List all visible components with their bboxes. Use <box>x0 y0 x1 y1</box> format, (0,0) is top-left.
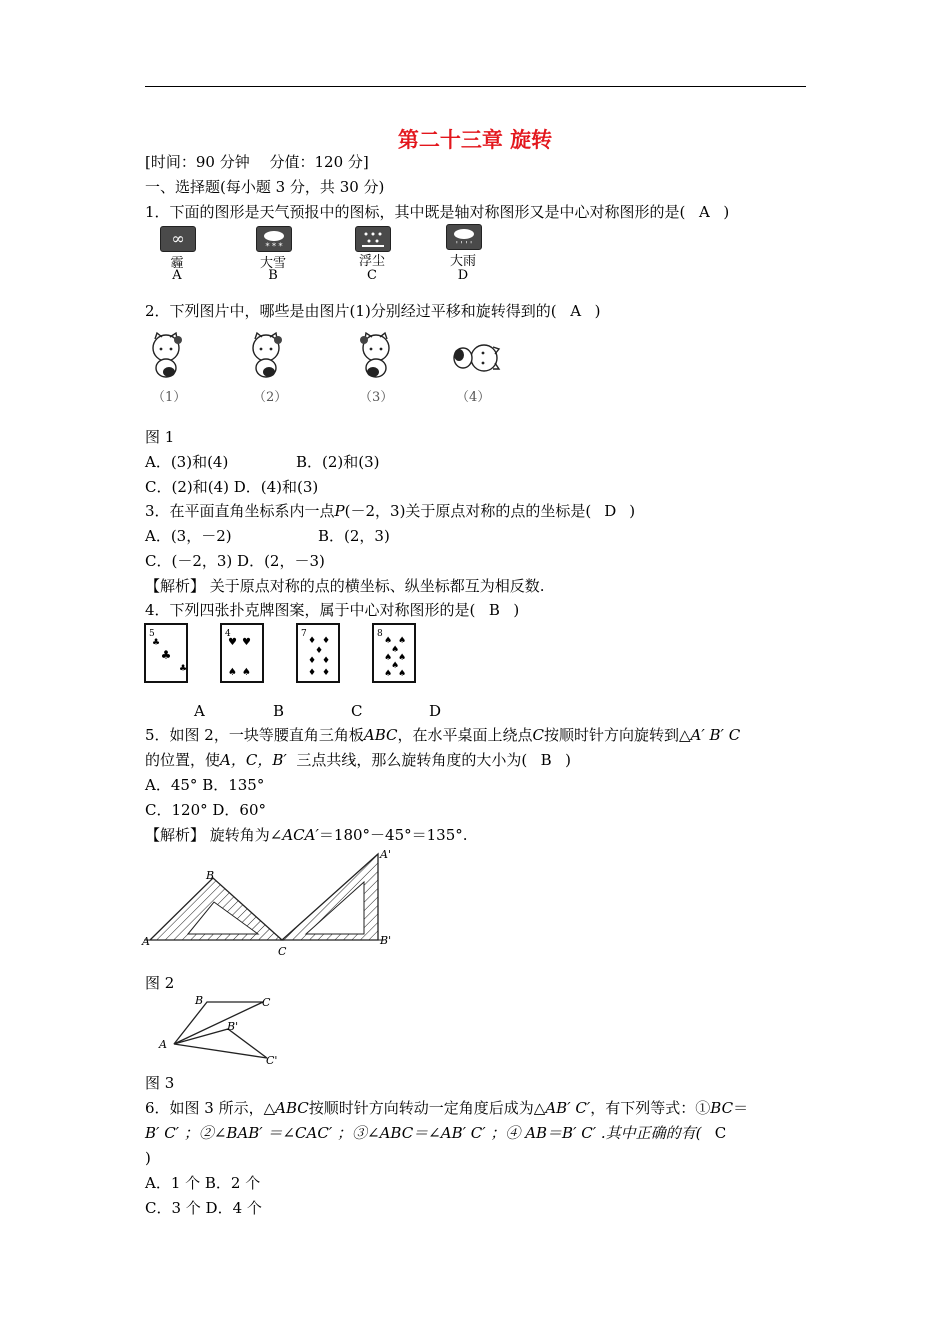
option-letter-a: A <box>172 268 182 283</box>
svg-text:7: 7 <box>301 629 307 639</box>
question-3: 3．在平面直角坐标系内一点P(－2，3)关于原点对称的点的坐标是( D ) <box>145 502 636 520</box>
q5-options-cd: C．120° D．60° <box>145 801 266 819</box>
fig3-caption: 图 3 <box>145 1074 175 1092</box>
answer-3: D <box>604 502 617 520</box>
svg-text:♠: ♠ <box>242 667 251 678</box>
svg-text:♦: ♦ <box>322 636 331 646</box>
q6-options-cd: C．3 个 D．4 个 <box>145 1199 262 1217</box>
q2-option-b: B．(2)和(3) <box>296 453 380 471</box>
answer-1: A <box>698 203 710 221</box>
fig-label-1: （1） <box>152 390 187 405</box>
figure-2-triangles <box>140 846 400 958</box>
label-a-prime: A' <box>380 848 391 861</box>
svg-text:♠: ♠ <box>398 669 407 679</box>
svg-text:♠: ♠ <box>384 669 393 679</box>
q6-options-ab: A．1 个 B．2 个 <box>145 1174 261 1192</box>
answer-4: B <box>488 601 500 619</box>
svg-text:♦: ♦ <box>322 656 331 666</box>
svg-text:5: 5 <box>149 629 155 639</box>
option-letter-b: B <box>268 268 278 283</box>
question-4: 4．下列四张扑克牌图案，属于中心对称图形的是( B ) <box>145 601 520 619</box>
answer-6: C <box>714 1124 727 1142</box>
svg-text:♦: ♦ <box>308 636 317 646</box>
option-letter-d: D <box>457 268 469 283</box>
card-four-hearts-spades <box>220 623 264 683</box>
icon-label-a: 霾 <box>170 256 184 271</box>
q5-options-ab: A．45° B．135° <box>145 776 265 794</box>
q3-option-b: B．(2，3) <box>318 527 390 545</box>
icon-label-d: 大雨 <box>449 254 476 269</box>
svg-text:♠: ♠ <box>384 636 393 646</box>
card-letter-a: A <box>194 702 205 720</box>
fig2-caption: 图 2 <box>145 974 175 992</box>
kitty-figure-2 <box>246 332 290 380</box>
question-2: 2．下列图片中，哪些是由图片(1)分别经过平移和旋转得到的( A ) <box>145 302 601 320</box>
option-letter-c: C <box>367 268 377 283</box>
card-letter-b: B <box>273 702 285 720</box>
q3-option-a: A．(3，－2) <box>145 527 232 545</box>
exam-meta: [时间：90 分钟 分值：120 分] <box>145 153 369 171</box>
card-letter-c: C <box>351 702 363 720</box>
icon-label-b: 大雪 <box>259 256 286 271</box>
fig-label-2: （2） <box>253 390 288 405</box>
svg-text:8: 8 <box>377 629 383 639</box>
infinity-icon <box>160 226 196 252</box>
kitty-figure-3 <box>352 332 396 380</box>
label-c: C <box>278 945 287 958</box>
svg-text:♥: ♥ <box>242 637 251 648</box>
card-five-clubs <box>144 623 188 683</box>
card-letter-d: D <box>429 702 442 720</box>
svg-text:♣: ♣ <box>152 638 161 648</box>
question-5-line-1: 5．如图 2，一块等腰直角三角板ABC，在水平桌面上绕点C按顺时针方向旋转到△A′ B′ C <box>145 726 741 744</box>
svg-text:∞: ∞ <box>171 229 185 248</box>
svg-text:4: 4 <box>225 629 231 639</box>
svg-text:♥: ♥ <box>228 637 237 648</box>
q2-option-a: A．(3)和(4) <box>145 453 229 471</box>
page-title: 第二十三章 旋转 <box>397 128 553 152</box>
svg-text:♦: ♦ <box>322 668 331 678</box>
label-b-prime: B' <box>380 934 392 947</box>
fig3-label-c-prime: C' <box>266 1054 278 1067</box>
section-heading: 一、选择题(每小题 3 分，共 30 分) <box>145 178 385 196</box>
svg-text:♠: ♠ <box>398 653 407 663</box>
q3-analysis: 【解析】 关于原点对称的点的横坐标、纵坐标都互为相反数. <box>145 577 545 595</box>
header-rule <box>145 86 806 87</box>
kitty-figure-1 <box>146 332 190 380</box>
kitty-figure-4 <box>448 336 504 384</box>
fig-label-4: （4） <box>456 390 491 405</box>
svg-text:♠: ♠ <box>384 653 393 663</box>
card-seven-diamonds <box>296 623 340 683</box>
svg-text:♦: ♦ <box>308 668 317 678</box>
rain-cloud-icon <box>446 224 482 250</box>
answer-2: A <box>570 302 582 320</box>
dust-icon <box>355 226 391 252</box>
svg-text:♦: ♦ <box>308 656 317 666</box>
fig-label-3: （3） <box>359 390 394 405</box>
label-a: A <box>142 935 150 948</box>
fig3-label-a: A <box>159 1038 167 1051</box>
question-1: 1．下面的图形是天气预报中的图标，其中既是轴对称图形又是中心对称图形的是( A ) <box>145 203 730 221</box>
q2-options-cd: C．(2)和(4) D．(4)和(3) <box>145 478 319 496</box>
svg-text:♦: ♦ <box>315 646 324 656</box>
svg-text:♠: ♠ <box>228 667 237 678</box>
question-5-line-2: 的位置，使A，C，B′ 三点共线，那么旋转角度的大小为( B ) <box>145 751 572 769</box>
fig1-caption: 图 1 <box>145 428 175 446</box>
fig3-label-b-prime: B' <box>227 1020 239 1033</box>
svg-text:♣: ♣ <box>160 648 172 662</box>
question-6-line-1: 6．如图 3 所示，△ABC按顺时针方向转动一定角度后成为△AB′ C′，有下列等式：①BC＝ <box>145 1099 749 1117</box>
q5-analysis: 【解析】 旋转角为∠ACA′＝180°－45°＝135°. <box>145 826 468 844</box>
figure-3-rotation <box>155 992 295 1068</box>
label-b: B <box>206 869 215 882</box>
snow-cloud-icon <box>256 226 292 252</box>
svg-text:♣: ♣ <box>179 664 188 674</box>
question-6-line-3: ) <box>145 1149 151 1167</box>
card-eight-spades <box>372 623 416 683</box>
svg-text:♠: ♠ <box>391 661 400 671</box>
fig3-label-c: C <box>262 996 271 1009</box>
svg-text:♠: ♠ <box>398 636 407 646</box>
fig3-label-b: B <box>195 994 204 1007</box>
svg-text:* * *: * * * <box>265 242 283 251</box>
icon-label-c: 浮尘 <box>358 254 385 269</box>
answer-5: B <box>540 751 552 769</box>
svg-text:♠: ♠ <box>391 645 400 655</box>
question-6-line-2: B′ C′ ；②∠BAB′ ＝∠CAC′ ；③∠ABC＝∠AB′ C′ ；④ AB＝B′ C′ .其中正确的有( C <box>145 1124 740 1142</box>
svg-text:' ' ' ': ' ' ' ' <box>455 240 473 249</box>
q3-options-cd: C．(－2，3) D．(2，－3) <box>145 552 325 570</box>
